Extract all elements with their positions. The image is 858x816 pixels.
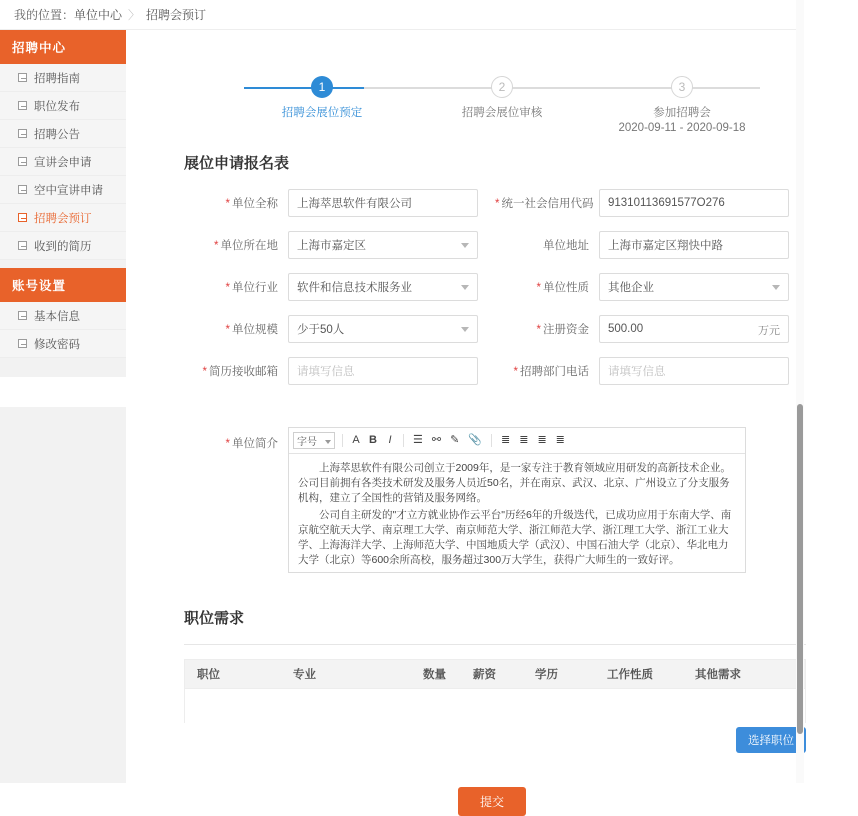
sidebar-item-recruit-guide[interactable]: [0, 64, 126, 92]
step-3[interactable]: [592, 76, 772, 136]
job-needs-table: [184, 659, 806, 723]
sidebar-item-label: 修改密码: [34, 338, 80, 351]
sidebar-item-received-resumes[interactable]: [0, 232, 126, 260]
form-row-2: [184, 231, 806, 259]
field-company-type: [495, 273, 806, 301]
company-address-input[interactable]: [599, 231, 789, 259]
breadcrumb-separator: 〉: [128, 8, 141, 22]
sidebar-item-label: 招聘公告: [34, 128, 80, 141]
step-1[interactable]: [232, 76, 412, 136]
select-position-button[interactable]: 选择职位: [736, 727, 806, 753]
sidebar-item-label: 收到的简历: [34, 240, 92, 253]
table-body-empty: [184, 689, 806, 723]
divider: [342, 434, 343, 447]
step-1-number: 1: [311, 76, 333, 98]
sidebar-item-air-talk-apply[interactable]: [0, 176, 126, 204]
chevron-down-icon: [461, 285, 469, 290]
form-row-5: [184, 357, 806, 385]
chevron-down-icon: [461, 243, 469, 248]
sidebar-group-title-account: 账号设置: [0, 268, 126, 302]
industry-select[interactable]: [288, 273, 478, 301]
field-value: 91310113691577O276: [608, 197, 725, 209]
field-recruit-phone: [495, 357, 806, 385]
credit-code-input[interactable]: [599, 189, 789, 217]
sidebar-item-job-fair-booking[interactable]: [0, 204, 126, 232]
page-scrollbar[interactable]: [796, 0, 804, 783]
field-placeholder: 请填写信息: [297, 366, 355, 378]
company-intro-block: [184, 427, 806, 573]
chevron-down-icon: [772, 285, 780, 290]
italic-icon[interactable]: I: [388, 434, 392, 446]
chevron-down-icon: [325, 440, 331, 444]
divider: [184, 644, 806, 645]
sidebar-group-title-recruit: 招聘中心: [0, 30, 126, 64]
column-header-salary: 薪资: [473, 669, 496, 681]
field-placeholder: 请填写信息: [608, 366, 666, 378]
list-icon: [18, 213, 27, 222]
field-label: * 单位规模: [225, 324, 278, 336]
editor-paragraph-1: 上海萃思软件有限公司创立于2009年，是一家专注于教育领域应用研发的高新技术企业。公司目前拥有各类技术研发及服务人员近50名，并在南京、武汉、北京、广州设立了分支服务机构，建立了全国性的营销及服务网络。: [298, 462, 731, 504]
list-icon[interactable]: ☰: [413, 434, 423, 446]
field-registered-capital: [495, 315, 806, 343]
page-title: 展位申请报名表: [184, 155, 290, 172]
field-resume-email: [184, 357, 495, 385]
form-row-3: [184, 273, 806, 301]
font-size-select[interactable]: [293, 432, 335, 449]
link-icon[interactable]: ⚯: [431, 434, 442, 446]
list-icon: [18, 339, 27, 348]
required-marker: *: [225, 282, 230, 294]
required-marker: *: [225, 198, 230, 210]
sidebar-item-basic-info[interactable]: [0, 302, 126, 330]
attach-icon[interactable]: 📎: [468, 434, 483, 446]
field-value: 少于50人: [297, 324, 345, 336]
bold-icon[interactable]: B: [369, 434, 377, 446]
required-marker: *: [513, 366, 518, 378]
sidebar-item-label: 招聘会预订: [34, 212, 92, 225]
field-industry: [184, 273, 495, 301]
column-header-count: 数量: [423, 669, 446, 681]
column-header-position: 职位: [197, 669, 220, 681]
field-value: 上海市嘉定区翔快中路: [608, 240, 723, 252]
sidebar-item-label: 基本信息: [34, 310, 80, 323]
list-icon: [18, 185, 27, 194]
sidebar-gap: [0, 377, 126, 407]
text-color-icon[interactable]: A: [352, 434, 360, 446]
step-2-label: 招聘会展位审核: [461, 107, 543, 119]
required-marker: *: [214, 240, 219, 252]
submit-row: [152, 787, 832, 816]
sidebar-item-change-password[interactable]: [0, 330, 126, 358]
list-icon: [18, 241, 27, 250]
step-1-label: 招聘会展位预定: [281, 107, 363, 119]
field-value: 软件和信息技术服务业: [297, 282, 412, 294]
chevron-down-icon: [461, 327, 469, 332]
step-3-sublabel: 2020-09-11 - 2020-09-18: [618, 122, 746, 134]
field-label: * 单位全称: [225, 198, 278, 210]
breadcrumb-item-1[interactable]: 招聘会预订: [146, 8, 207, 22]
form-row-4: [184, 315, 806, 343]
editor-toolbar: [289, 428, 745, 454]
sidebar-item-label: 空中宣讲申请: [34, 184, 103, 197]
form-row-1: [184, 189, 806, 217]
divider: [403, 434, 404, 447]
scrollbar-thumb[interactable]: [797, 404, 803, 734]
company-location-select[interactable]: [288, 231, 478, 259]
required-marker: *: [225, 438, 230, 450]
required-marker: *: [495, 198, 500, 210]
align-justify-icon[interactable]: ≣: [555, 434, 565, 446]
list-icon: [18, 157, 27, 166]
sidebar-item-label: 职位发布: [34, 100, 80, 113]
step-3-label: 参加招聘会: [653, 107, 711, 119]
field-label: * 注册资金: [536, 324, 589, 336]
recruit-phone-input[interactable]: [599, 357, 789, 385]
font-size-value: 字号: [297, 437, 317, 448]
list-icon: [18, 73, 27, 82]
submit-button[interactable]: 提交: [458, 787, 526, 816]
field-value: 上海萃思软件有限公司: [297, 198, 412, 210]
field-company-name: [184, 189, 495, 217]
field-label: * 单位行业: [225, 282, 278, 294]
breadcrumb: [0, 0, 804, 30]
step-2-number: 2: [491, 76, 513, 98]
job-needs-title: 职位需求: [184, 610, 245, 627]
divider: [491, 434, 492, 447]
required-marker: *: [536, 324, 541, 336]
field-label: * 单位所在地: [214, 240, 278, 252]
editor-paragraph-2: 公司自主研发的"才立方就业协作云平台"历经6年的升级迭代，已成功应用于东南大学、南京航空航天大学、南京理工大学、南京师范大学、浙江师范大学、浙江理工大学、浙江工业大学、上海海洋大学、上海师范大学、中国地质大学（武汉）、中国石油大学（北京）、华北电力大学（北京）等600余所高校，服务超过300万大学生，获得广大师生的一致好评。: [298, 509, 732, 566]
field-company-location: [184, 231, 495, 259]
field-value: 其他企业: [608, 282, 654, 294]
required-marker: *: [225, 324, 230, 336]
step-2[interactable]: [412, 76, 592, 136]
main-content: [126, 30, 858, 809]
align-right-icon[interactable]: ≣: [537, 434, 547, 446]
rich-text-editor[interactable]: [288, 427, 746, 573]
resume-email-input[interactable]: [288, 357, 478, 385]
company-size-select[interactable]: [288, 315, 478, 343]
eraser-icon[interactable]: ✎: [450, 434, 460, 446]
sidebar-item-label: 招聘指南: [34, 72, 80, 85]
field-value: 上海市嘉定区: [297, 240, 366, 252]
column-header-other: 其他需求: [695, 669, 741, 681]
application-form: [184, 189, 806, 385]
sidebar-item-job-publish[interactable]: [0, 92, 126, 120]
list-icon: [18, 311, 27, 320]
sidebar-item-label: 宣讲会申请: [34, 156, 92, 169]
field-label: * 简历接收邮箱: [202, 366, 278, 378]
progress-stepper: [232, 76, 772, 146]
required-marker: *: [202, 366, 207, 378]
select-position-row: [184, 727, 806, 753]
field-label: 单位地址: [543, 240, 589, 252]
breadcrumb-label: 我的位置：: [14, 8, 75, 22]
step-3-number: 3: [671, 76, 693, 98]
unit-suffix: 万元: [758, 325, 780, 337]
list-icon: [18, 101, 27, 110]
required-marker: *: [536, 282, 541, 294]
editor-content[interactable]: [289, 454, 745, 572]
field-company-address: [495, 231, 806, 259]
company-intro-label: * 单位简介: [225, 438, 278, 450]
column-header-major: 专业: [293, 669, 316, 681]
breadcrumb-item-0[interactable]: 单位中心: [74, 8, 123, 22]
field-label: * 招聘部门电话: [513, 366, 589, 378]
align-center-icon[interactable]: ≣: [519, 434, 529, 446]
sidebar-item-talk-apply[interactable]: [0, 148, 126, 176]
field-label: * 单位性质: [536, 282, 589, 294]
company-name-input[interactable]: [288, 189, 478, 217]
registered-capital-input[interactable]: [599, 315, 789, 343]
table-header-row: [184, 659, 806, 689]
align-left-icon[interactable]: ≣: [501, 434, 511, 446]
field-label: * 统一社会信用代码: [495, 198, 594, 210]
field-company-size: [184, 315, 495, 343]
field-credit-code: [495, 189, 806, 217]
field-value: 500.00: [608, 323, 644, 335]
column-header-education: 学历: [535, 669, 558, 681]
column-header-work-type: 工作性质: [607, 669, 653, 681]
list-icon: [18, 129, 27, 138]
sidebar-item-recruit-notice[interactable]: [0, 120, 126, 148]
company-type-select[interactable]: [599, 273, 789, 301]
